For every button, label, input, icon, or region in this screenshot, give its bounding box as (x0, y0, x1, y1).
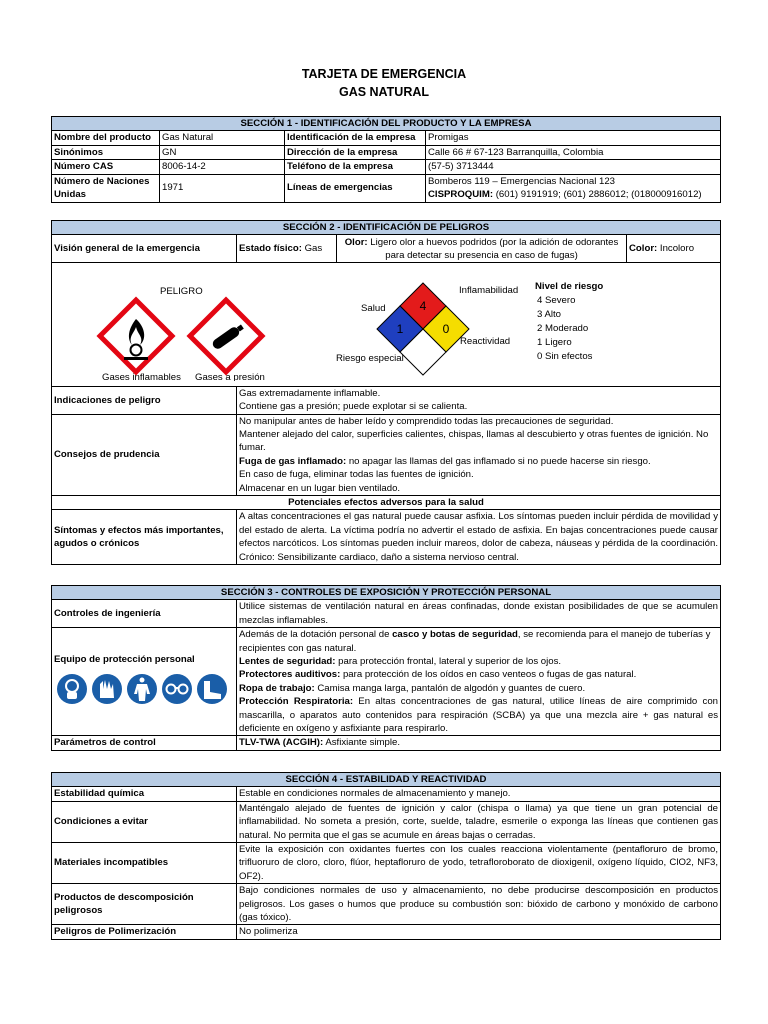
nfpa-reactivity-value: 0 (442, 322, 450, 337)
pictogram-label-pressure: Gases a presión (195, 372, 265, 382)
label-ppe: Equipo de protección personal (54, 653, 195, 665)
coverall-icon (127, 674, 157, 704)
symptoms: A altas concentraciones el gas natural puede causar asfixia. Los síntomas pueden incluir pérdida de movilidad y del estado de alerta. La víctima podría no advertir el estado de asfixia. En bajas concentraciones puede causar efectos narcóticos. Los síntomas pueden incluir mareos, dolor de cabeza, náuseas y pérdida de la coordinación. Crónico: Sensibilizante cardiaco, daño a sistema nervioso central. (237, 510, 721, 565)
decomposition-products: Bajo condiciones normales de uso y almacenamiento, no debe producirse descomposición en productos peligrosos. Los gases o humos que produce su combustión son: bióxido de carbono y monóxido de carbono (gas tóxico). (237, 884, 721, 925)
value-un-number: 1971 (160, 174, 285, 202)
label-synonyms: Sinónimos (52, 145, 160, 159)
pictogram-label-flammable: Gases inflamables (102, 372, 181, 382)
value-cas: 8006-14-2 (160, 160, 285, 174)
label-cas: Número CAS (52, 160, 160, 174)
chemical-stability: Estable en condiciones normales de almacenamiento y manejo. (237, 787, 721, 801)
label-un-number: Número de Naciones Unidas (52, 174, 160, 202)
ppe-icons (54, 672, 232, 706)
color: Color: Incoloro (627, 235, 721, 263)
label-emergency-overview: Visión general de la emergencia (52, 235, 237, 263)
risk-level-item: 3 Alto (537, 309, 562, 321)
document-subtitle: GAS NATURAL (338, 85, 430, 99)
section-1-header: SECCIÓN 1 - IDENTIFICACIÓN DEL PRODUCTO Y LA EMPRESA (52, 117, 721, 131)
nfpa-label-health: Salud (361, 303, 386, 315)
safety-glasses-icon (162, 674, 192, 704)
emergency-line-2: CISPROQUIM: (601) 9191919; (601) 2886012; (018000916012) (428, 189, 702, 201)
label-engineering-controls: Controles de ingeniería (52, 600, 237, 628)
nfpa-health-value: 1 (396, 322, 404, 337)
label-company-phone: Teléfono de la empresa (285, 160, 426, 174)
section-4-table (51, 772, 721, 940)
gloves-icon (92, 674, 122, 704)
label-company-address: Dirección de la empresa (285, 145, 426, 159)
value-company-id: Promigas (426, 131, 721, 145)
conditions-to-avoid: Manténgalo alejado de fuentes de ignición y calor (chispa o llama) ya que tiene un gran potencial de inflamabilidad. No someta a presión, corte, suelde, taladre, esmerile o exponga las líneas que contienen gas natural. No permita que el gas se acumule en áreas bajas o cerradas. (237, 801, 721, 842)
label-symptoms: Síntomas y efectos más importantes, agudos o crónicos (52, 510, 237, 565)
label-chemical-stability: Estabilidad química (52, 787, 237, 801)
control-parameters: TLV-TWA (ACGIH): Asfixiante simple. (237, 736, 721, 750)
hazard-pictograms (54, 263, 718, 381)
section-2-table (51, 220, 721, 565)
polymerization: No polimeriza (237, 925, 721, 939)
incompatible-materials: Evite la exposición con oxidantes fuertes con los cuales reacciona violentamente (pentafloruro de bromo, trifluoruro de cloro, cloro, flúor, heptafloruro de yodo, tetrafloroborato de dioxigenil, oxígeno líquido, ClO2, NF3, OF2). (237, 843, 721, 884)
value-emergency-lines (426, 174, 721, 202)
nfpa-label-flammability: Inflamabilidad (459, 285, 519, 297)
emergency-line-1: Bomberos 119 – Emergencias Nacional 123 (428, 175, 616, 187)
value-company-phone: (57-5) 3713444 (426, 160, 721, 174)
label-incompatible-materials: Materiales incompatibles (52, 843, 237, 884)
nfpa-label-reactivity: Reactividad (460, 336, 511, 348)
label-polymerization: Peligros de Polimerización (52, 925, 237, 939)
value-product-name: Gas Natural (160, 131, 285, 145)
respirator-icon (57, 674, 87, 704)
label-precautionary: Consejos de prudencia (52, 414, 237, 495)
hazard-statements: Gas extremadamente inflamable. Contiene gas a presión; puede explotar si se calienta. (237, 386, 721, 414)
label-conditions-to-avoid: Condiciones a evitar (52, 801, 237, 842)
physical-state: Estado físico: Gas (237, 235, 337, 263)
label-emergency-lines: Líneas de emergencias (285, 174, 426, 202)
risk-level-item: 2 Moderado (537, 323, 589, 335)
risk-level-item: 4 Severo (537, 295, 576, 307)
ppe-cell (52, 628, 237, 736)
value-synonyms: GN (160, 145, 285, 159)
safety-boots-icon (197, 674, 227, 704)
label-decomposition-products: Productos de descomposición peligrosos (52, 884, 237, 925)
odor: Olor: Ligero olor a huevos podridos (por la adición de odorantes para detectar su presencia en caso de fugas) (337, 235, 627, 263)
label-hazard-statements: Indicaciones de peligro (52, 386, 237, 414)
ghs-flame-icon (100, 300, 172, 372)
engineering-controls: Utilice sistemas de ventilación natural en áreas confinadas, donde existan posibilidades de que se acumulen mezclas inflamables. (237, 600, 721, 628)
pictogram-panel (52, 263, 721, 386)
value-company-address: Calle 66 # 67-123 Barranquilla, Colombia (426, 145, 721, 159)
section-2-header: SECCIÓN 2 - IDENTIFICACIÓN DE PELIGROS (52, 221, 721, 235)
label-control-parameters: Parámetros de control (52, 736, 237, 750)
health-effects-subheader: Potenciales efectos adversos para la salud (52, 496, 721, 510)
section-3-header: SECCIÓN 3 - CONTROLES DE EXPOSICIÓN Y PROTECCIÓN PERSONAL (52, 586, 721, 600)
section-3-table (51, 585, 721, 751)
section-1-table (51, 116, 721, 203)
document-title: TARJETA DE EMERGENCIA (301, 67, 467, 81)
risk-level-item: 1 Ligero (537, 337, 572, 349)
precautionary-statements: No manipular antes de haber leído y comprendido todas las precauciones de seguridad. Mantener alejado del calor, superficies calientes, chispas, llamas al descubierto y otras fuentes de ignición. No fumar. Fuga de gas inflamado: no apagar las llamas del gas inflamado si no puede hacerse sin riesgo. En caso de fuga, eliminar todas las fuentes de ignición. Almacenar en un lugar bien ventilado. (237, 414, 721, 495)
section-4-header: SECCIÓN 4 - ESTABILIDAD Y REACTIVIDAD (52, 773, 721, 787)
nfpa-fire-value: 4 (419, 299, 427, 314)
ghs-gas-cylinder-icon (190, 300, 262, 372)
label-company-id: Identificación de la empresa (285, 131, 426, 145)
ppe-details: Además de la dotación personal de casco y botas de seguridad, se recomienda para el manejo de tuberías y recipientes con gas natural. Lentes de seguridad: para protección frontal, lateral y superior de los ojos. Protectores auditivos: para protección de los oídos en caso venteos o fugas de gas natural. Ropa de trabajo: Camisa manga larga, pantalón de algodón y guantes de cuero. Protección Respiratoria: En altas concentraciones de gas natural, utilice líneas de aire comprimido con mascarilla, o aparatos auto contenidos para respiración (SCBA) ya que una mezcla aire + gas natural es deficiente en oxígeno y asfixiante para respirarlo. (237, 628, 721, 736)
label-product-name: Nombre del producto (52, 131, 160, 145)
nfpa-label-special: Riesgo especial (336, 353, 404, 365)
risk-level-title: Nivel de riesgo (535, 281, 604, 293)
signal-word: PELIGRO (160, 286, 203, 298)
risk-level-item: 0 Sin efectos (537, 351, 593, 363)
